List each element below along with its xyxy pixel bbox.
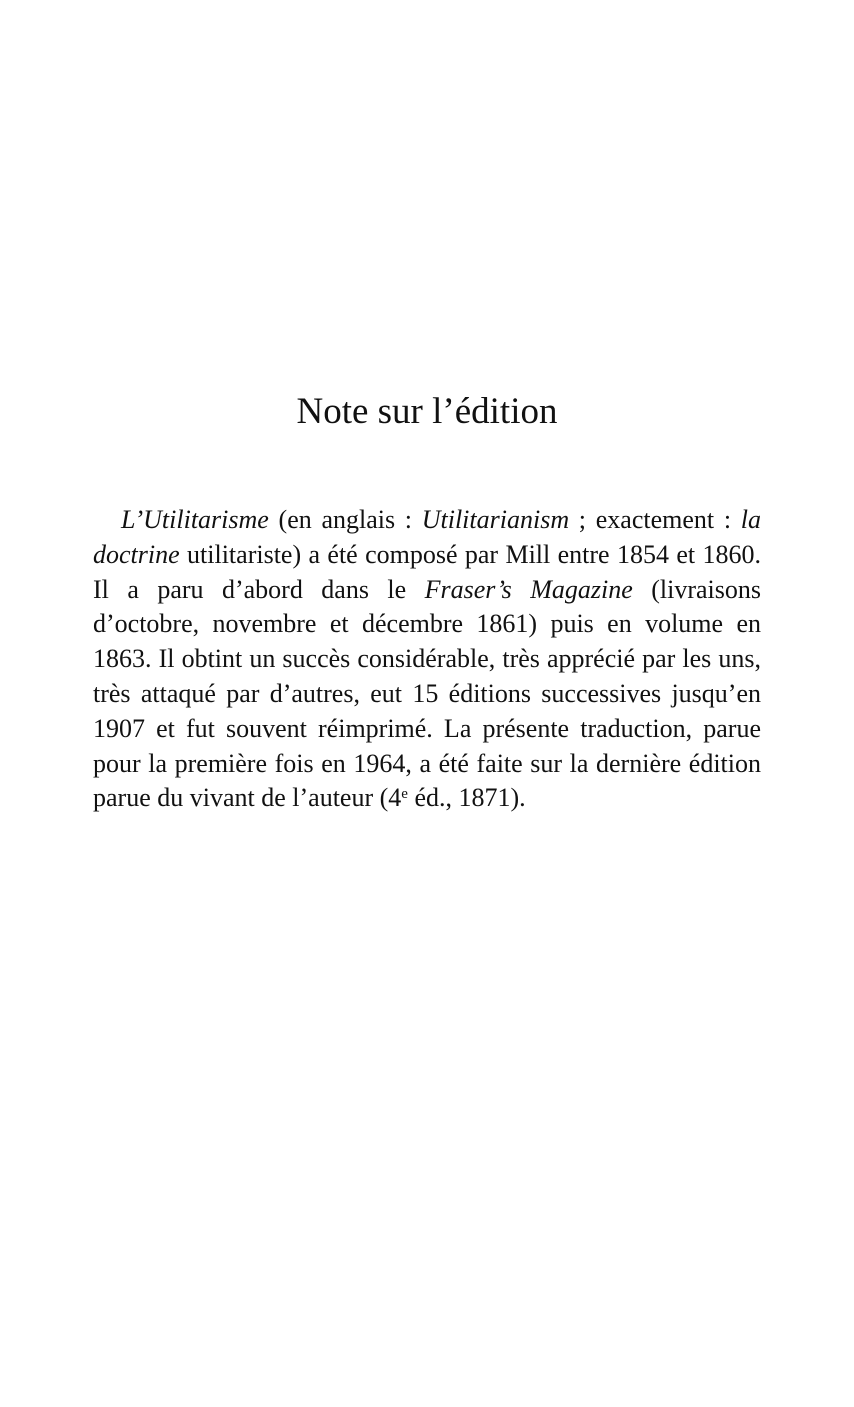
text-segment: utilitariste) a été composé par Mill entre 1854 et 1860. Il a paru d’abord dans le [93, 539, 761, 604]
magazine-title: Fraser’s Magazine [424, 574, 633, 604]
text-segment: (livraisons d’octobre, novembre et décembre 1861) puis en volume en 1863. Il obtint un succès considérable, très apprécié par les uns, très attaqué par d’autres, eut 15 éditions successives jusqu’en 1907 et fut souvent réimprimé. La présente traduction, parue pour la première fois en 1964, a été faite sur la dernière édition parue du vivant de l’auteur (4 [93, 574, 761, 813]
edition-note-paragraph [93, 503, 761, 816]
work-title: L’Utilitarisme [121, 505, 269, 534]
doctrine-phrase: la doctrine [93, 505, 761, 569]
text-segment: éd., 1871). [407, 783, 526, 813]
text-segment: (en anglais : [268, 505, 422, 534]
text-segment: ; exactement : [569, 505, 741, 534]
english-title: Utilitarianism [421, 505, 570, 534]
page-title: Note sur l’édition [296, 391, 558, 432]
edition-superscript: e [401, 786, 408, 803]
